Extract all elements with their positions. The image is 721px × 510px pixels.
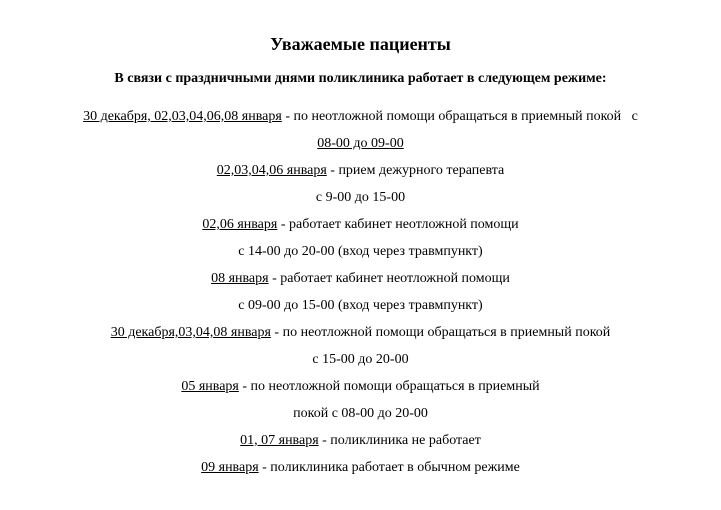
schedule-line (0, 161, 721, 188)
schedule-date: 30 декабря, 02,03,04,06,08 января (83, 109, 282, 124)
schedule-text: - по неотложной помощи обращаться в приемный покой (270, 325, 611, 340)
schedule-date: 02,06 января (202, 217, 278, 232)
schedule-date: 02,03,04,06 января (216, 163, 327, 178)
schedule-date: 08-00 до 09-00 (317, 136, 404, 151)
schedule-line (0, 404, 721, 431)
page-title: Уважаемые пациенты (270, 34, 451, 54)
schedule-line (0, 431, 721, 458)
schedule-line (0, 134, 721, 161)
schedule-text: - поликлиника работает в обычном режиме (258, 460, 520, 475)
schedule-line (0, 188, 721, 215)
schedule-date: 30 декабря,03,04,08 января (110, 325, 271, 340)
schedule-line (0, 269, 721, 296)
schedule-line (0, 107, 721, 134)
schedule-list (0, 107, 721, 485)
schedule-line (0, 242, 721, 269)
schedule-line (0, 458, 721, 485)
schedule-text: - по неотложной помощи обращаться в приемный покой с (281, 109, 638, 124)
schedule-text: покой с 08-00 до 20-00 (293, 406, 428, 421)
schedule-text: - работает кабинет неотложной помощи (277, 217, 519, 232)
schedule-date: 01, 07 января (240, 433, 319, 448)
schedule-line (0, 296, 721, 323)
schedule-text: - поликлиника не работает (318, 433, 481, 448)
schedule-text: - по неотложной помощи обращаться в приемный (238, 379, 540, 394)
schedule-text: с 14-00 до 20-00 (вход через травмпункт) (238, 244, 483, 259)
schedule-text: - работает кабинет неотложной помощи (268, 271, 510, 286)
page-subtitle: В связи с праздничными днями поликлиника работает в следующем режиме: (114, 71, 607, 86)
schedule-line (0, 350, 721, 377)
schedule-text: с 15-00 до 20-00 (312, 352, 409, 367)
schedule-text: - прием дежурного терапевта (326, 163, 505, 178)
schedule-date: 05 января (181, 379, 239, 394)
schedule-date: 08 января (211, 271, 269, 286)
schedule-text: с 9-00 до 15-00 (315, 190, 406, 205)
schedule-line (0, 215, 721, 242)
schedule-line (0, 323, 721, 350)
schedule-date: 09 января (201, 460, 259, 475)
schedule-line (0, 377, 721, 404)
schedule-text: с 09-00 до 15-00 (вход через травмпункт) (238, 298, 483, 313)
